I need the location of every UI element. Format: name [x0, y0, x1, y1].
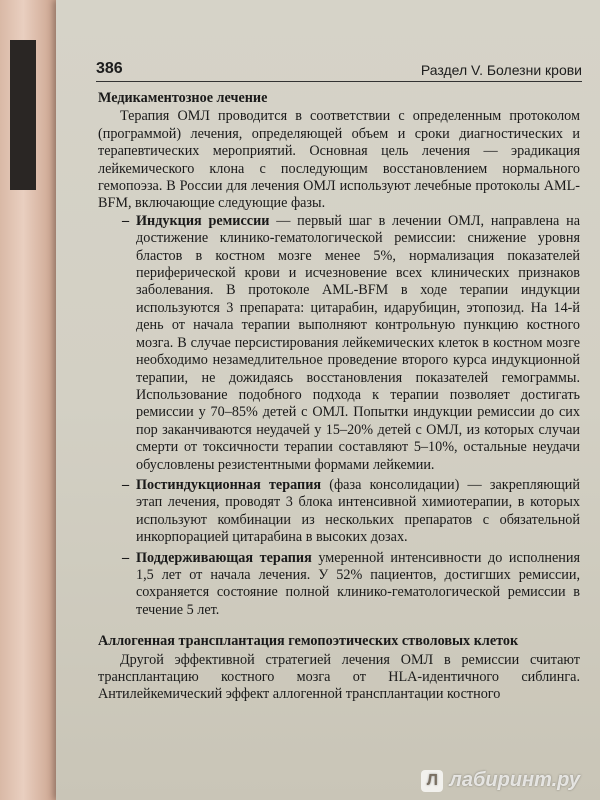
- item-text: (фаза консолидации) — закрепляющий этап лечения, проводят 3 блока интенсивной химиотерапии, в которых используют комбинации из нескольких препаратов с обязательной инкорпорацией цитарабина в высоких дозах.: [136, 476, 580, 546]
- page-content: [98, 90, 580, 704]
- section-heading-medication: Медикаментозное лечение: [98, 90, 268, 106]
- transplant-paragraph: Другой эффективной стратегией лечения ОМЛ в ремиссии считают трансплантацию костного мозга от HLA-идентичного сиблинга. Антилейкемический эффект аллогенной трансплантации костного: [98, 651, 580, 703]
- labirint-logo-icon: Л: [421, 770, 443, 792]
- item-term: Поддерживающая терапия: [136, 549, 312, 566]
- dash-marker: –: [122, 476, 130, 493]
- item-text: умеренной интенсивности до исполнения 1,5 лет от начала лечения. У 52% пациентов, достигших ремиссии, сохраняется состояние полной клинико-гематологической ремиссии в течение 5 лет.: [136, 549, 580, 618]
- item-term: Индукция ремиссии: [136, 212, 270, 229]
- page-number: 386: [96, 60, 123, 77]
- intro-paragraph: Терапия ОМЛ проводится в соответствии с определенным протоколом (программой) лечения, определяющей объем и сроки диагностических и терапевтических мероприятий. Основная цель лечения — эрадикация лейкемического клона с последующим восстановлением нормального гемопоэза. В России для лечения ОМЛ используют лечебные протоколы AML-BFM, включающие следующие фазы.: [98, 108, 580, 212]
- book-spine-strip: [10, 40, 36, 190]
- running-head: Раздел V. Болезни крови: [420, 62, 582, 78]
- item-term: Постиндукционная терапия: [136, 476, 322, 493]
- watermark-text: лабиринт.ру: [449, 769, 580, 791]
- page-header: [96, 55, 582, 82]
- section-heading-transplant: Аллогенная трансплантация гемопоэтических стволовых клеток: [98, 633, 519, 650]
- dash-marker: –: [122, 212, 130, 229]
- list-item-maintenance: [122, 549, 580, 620]
- list-item-post-induction: [122, 476, 580, 547]
- list-item-induction: [122, 212, 580, 474]
- labirint-watermark: [421, 769, 580, 792]
- dash-marker: –: [122, 549, 130, 566]
- book-page: [56, 0, 600, 800]
- item-text: — первый шаг в лечении ОМЛ, направлена на достижение клинико-гематологической ремиссии: снижение уровня бластов в костном мозге менее 5%, нормализация показателей периферической крови и исчезновение всех клинических признаков заболевания. В протоколе AML-BFM в ходе терапии индукции используются 3 препарата: цитарабин, идарубицин, этопозид. На 14-й день от начала терапии выполняют контрольную пункцию костного мозга. В случае персистирования лейкемических клеток в костном мозге необходимо незамедлительное проведение второго курса индукционной терапии, не дожидаясь восстановления показателей гемограммы. Использование подобного подхода к терапии позволяет достигать ремиссии у 70–85% детей с ОМЛ. Попытки индукции ремиссии до сих пор заканчиваются неудачей у 15–20% детей с ОМЛ, из которых случаи смерти от токсичности терапии составляют 5–10%, остальные неудачи обусловлены резистентными формами лейкемии.: [136, 212, 580, 473]
